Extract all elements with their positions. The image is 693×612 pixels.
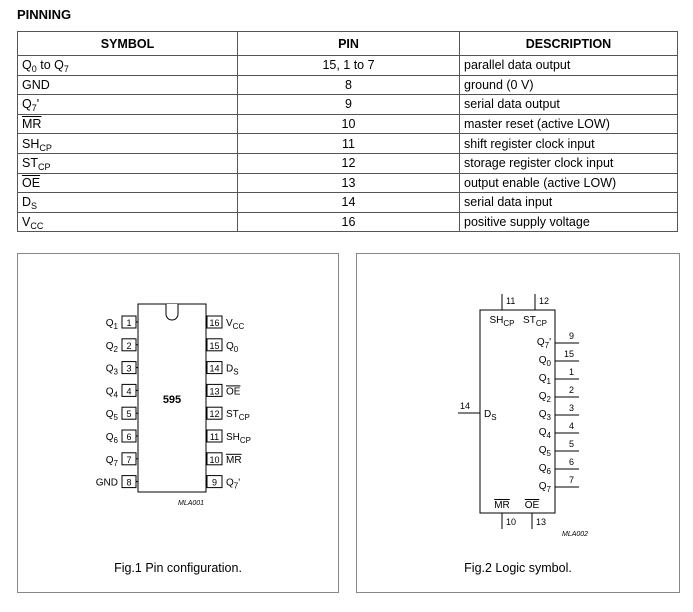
description-cell: storage register clock input <box>460 153 678 173</box>
pin-number: 12 <box>539 296 550 306</box>
pin-label: $Q_6$ <box>105 432 118 445</box>
pin-number: 9 <box>568 331 574 341</box>
pin-label: $V_{CC}$ <box>226 318 245 331</box>
table-row <box>18 114 678 134</box>
symbol-tail: to Q <box>36 58 64 73</box>
symbol-cell <box>18 75 238 95</box>
description-cell: output enable (active LOW) <box>460 173 678 193</box>
pin-label: $ST_{CP}$ <box>523 315 547 328</box>
pin-label: $Q_1$ <box>538 373 551 386</box>
figure-code: MLA001 <box>178 500 205 507</box>
pin-label: OE <box>226 386 241 398</box>
symbol-cell <box>18 153 238 173</box>
pin-label: $ST_{CP}$ <box>226 409 250 423</box>
header-pin: PIN <box>238 32 460 56</box>
pin-cell: 11 <box>238 134 460 154</box>
fig2-caption: Fig.2 Logic symbol. <box>464 561 572 575</box>
pin-number: 12 <box>209 409 220 420</box>
pin-label: $Q_3$ <box>538 409 551 422</box>
pin-label: $Q_7$ <box>538 481 551 494</box>
symbol-subscript: S <box>31 201 38 212</box>
pin-number: 11 <box>209 432 220 442</box>
table-body <box>18 56 678 232</box>
symbol-text: $\overline{MR}$ <box>22 117 42 132</box>
pin-cell: 14 <box>238 193 460 213</box>
pin-label: $Q_6$ <box>538 463 551 476</box>
table-row <box>18 173 678 193</box>
pin-label: MR <box>494 500 510 511</box>
symbol-text: Q <box>22 58 32 73</box>
pin-number: 1 <box>126 318 132 328</box>
symbol-cell <box>18 193 238 213</box>
pin-cell: 15, 1 to 7 <box>238 56 460 76</box>
description-cell: serial data input <box>460 193 678 213</box>
pin-number: 10 <box>506 517 517 527</box>
symbol-cell <box>18 134 238 154</box>
pin-number: 3 <box>126 363 132 374</box>
pin-number: 6 <box>568 457 574 467</box>
symbol-tail: ' <box>36 97 40 112</box>
pin-label: MR <box>226 454 242 466</box>
pin-number: 9 <box>211 477 218 488</box>
table-row <box>18 134 678 154</box>
description-cell: shift register clock input <box>460 134 678 154</box>
pin-configuration-diagram <box>18 254 338 554</box>
pin-label: $Q_0$ <box>226 340 239 354</box>
symbol-text: ST <box>22 156 38 171</box>
pin-label: $Q_4$ <box>538 427 551 440</box>
symbol-text: $\overline{OE}$ <box>22 175 41 190</box>
table-row <box>18 212 678 232</box>
pin-number: 5 <box>126 409 132 420</box>
symbol-subscript: CP <box>39 142 52 153</box>
pin-number: 15 <box>209 340 220 351</box>
pin-number: 2 <box>126 340 132 351</box>
table-row <box>18 75 678 95</box>
figure-code: MLA002 <box>562 531 589 538</box>
pin-cell: 10 <box>238 114 460 134</box>
pin-number: 13 <box>536 517 547 527</box>
symbol-cell <box>18 95 238 115</box>
ic-notch <box>166 304 178 320</box>
pin-label: $Q_5$ <box>105 409 118 423</box>
symbol-subscript: 7 <box>63 64 69 75</box>
symbol-subscript: CC <box>30 221 44 232</box>
pin-cell: 8 <box>238 75 460 95</box>
pin-label: $Q_2$ <box>105 340 118 354</box>
pin-number: 4 <box>126 386 132 397</box>
chip-label: 595 <box>162 394 182 406</box>
pin-number: 4 <box>568 421 574 431</box>
symbol-cell <box>18 212 238 232</box>
header-description: DESCRIPTION <box>460 32 678 56</box>
pin-label: $Q_5$ <box>538 445 551 458</box>
pin-number: 14 <box>209 363 220 374</box>
table-header-row <box>18 32 678 56</box>
symbol-text: D <box>22 195 32 210</box>
pin-number: 16 <box>209 318 220 328</box>
header-symbol: SYMBOL <box>18 32 238 56</box>
pin-number: 2 <box>568 385 574 395</box>
table-row <box>18 153 678 173</box>
logic-symbol-diagram <box>357 254 679 554</box>
fig1-caption: Fig.1 Pin configuration. <box>114 561 242 575</box>
pin-number: 3 <box>568 403 574 413</box>
symbol-subscript: 7 <box>31 103 37 114</box>
description-cell: master reset (active LOW) <box>460 114 678 134</box>
pin-number: 13 <box>209 386 220 397</box>
symbol-subscript: 0 <box>31 64 37 75</box>
logic-symbol-figure <box>356 253 680 593</box>
symbol-text: V <box>22 215 31 230</box>
pin-number: 6 <box>126 432 132 442</box>
pin-number: 10 <box>209 454 220 465</box>
section-heading: PINNING <box>17 7 72 22</box>
pin-label: $Q_2$ <box>538 391 551 404</box>
pin-label: $Q_7$ <box>105 454 118 468</box>
pin-label: $Q_0$ <box>538 355 551 368</box>
pin-number: 11 <box>506 296 516 306</box>
symbol-text: SH <box>22 136 40 151</box>
pin-label: $D_S$ <box>484 409 497 422</box>
pin-cell: 12 <box>238 153 460 173</box>
pin-number: 8 <box>126 477 132 488</box>
pin-number: 14 <box>460 401 471 411</box>
pin-cell: 16 <box>238 212 460 232</box>
pin-number: 5 <box>568 439 574 449</box>
table-row <box>18 56 678 76</box>
symbol-text: GND <box>22 77 50 92</box>
table-row <box>18 193 678 213</box>
pin-label: $Q_7'$ <box>226 477 241 491</box>
symbol-cell <box>18 56 238 76</box>
pin-label: $Q_1$ <box>105 318 118 331</box>
pin-label: $SH_{CP}$ <box>226 432 252 445</box>
symbol-text: Q <box>22 97 32 112</box>
pin-label: GND <box>95 477 118 489</box>
pin-label: $Q_7'$ <box>536 337 551 350</box>
pin-number: 7 <box>126 454 132 465</box>
pin-label: $Q_4$ <box>105 386 118 400</box>
symbol-subscript: CP <box>37 162 51 173</box>
pin-number: 7 <box>568 475 574 485</box>
pin-label: OE <box>524 500 540 511</box>
symbol-cell <box>18 173 238 193</box>
pin-cell: 13 <box>238 173 460 193</box>
symbol-cell <box>18 114 238 134</box>
pinning-table <box>17 31 678 232</box>
description-cell: serial data output <box>460 95 678 115</box>
pin-cell: 9 <box>238 95 460 115</box>
description-cell: positive supply voltage <box>460 212 678 232</box>
pin-number: 1 <box>568 367 574 377</box>
table-row <box>18 95 678 115</box>
pin-number: 15 <box>563 349 574 359</box>
pin-label: $Q_3$ <box>105 363 118 377</box>
pin-configuration-figure <box>17 253 339 593</box>
description-cell: ground (0 V) <box>460 75 678 95</box>
pin-label: $SH_{CP}$ <box>489 315 515 328</box>
pin-label: $D_S$ <box>226 363 239 377</box>
description-cell: parallel data output <box>460 56 678 76</box>
